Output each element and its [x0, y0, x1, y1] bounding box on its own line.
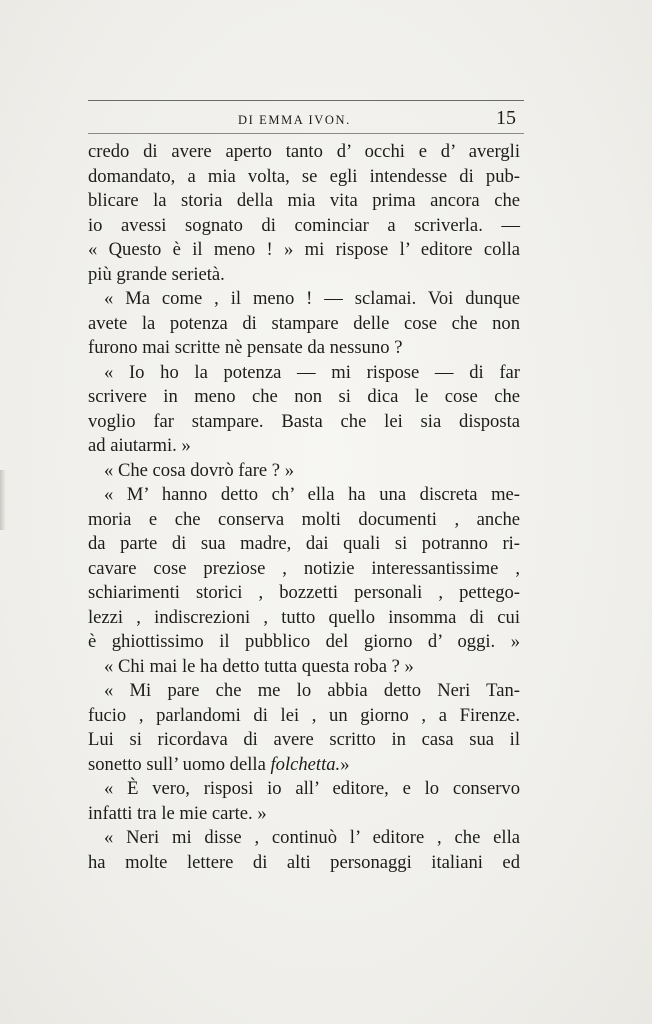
text-line: più grande serietà. [88, 263, 225, 285]
text-line: infatti tra le mie carte. » [88, 802, 267, 824]
text-line: io avessi sognato di cominciar a scriverla. — [88, 214, 520, 236]
italic-title: folchetta. [270, 753, 341, 775]
text-line: Lui si ricordava di avere scritto in casa sua il [88, 729, 520, 750]
page-edge-shadow [0, 470, 6, 530]
text-line: voglio far stampare. Basta che lei sia disposta [88, 410, 520, 432]
text-line: fucio , parlandomi di lei , un giorno , a Firenze. [88, 704, 520, 726]
text-line: credo di avere aperto tanto d’ occhi e d’ avergli [88, 141, 520, 162]
text-line: da parte di sua madre, dai quali si potranno ri- [88, 533, 520, 554]
text-line: avete la potenza di stampare delle cose che non [88, 312, 520, 334]
text-line: ad aiutarmi. » [88, 435, 191, 456]
text-line: moria e che conserva molti documenti , anche [88, 508, 520, 530]
text-segment: sonetto sull’ uomo della [88, 753, 271, 775]
page-header [88, 104, 524, 132]
text-line: schiarimenti storici , bozzetti personali , pettego- [88, 582, 520, 603]
text-line: è ghiottissimo il pubblico del giorno d’ oggi. » [88, 631, 520, 652]
text-line: cavare cose preziose , notizie interessantissime , [88, 557, 520, 579]
text-line: scrivere in meno che non si dica le cose che [88, 386, 520, 407]
header-rule-bottom [88, 133, 524, 134]
text-line: domandato, a mia volta, se egli intendesse di pub- [88, 165, 520, 187]
text-line: « Mi pare che me lo abbia detto Neri Tan- [104, 680, 520, 701]
running-head: DI EMMA IVON. [238, 113, 351, 127]
page-number: 15 [496, 107, 516, 129]
header-rule-top [88, 100, 524, 101]
body-text [88, 140, 520, 875]
text-line: « M’ hanno detto ch’ ella ha una discreta me- [104, 484, 520, 505]
text-line: « Neri mi disse , continuò l’ editore , che ella [104, 827, 520, 848]
text-line: furono mai scritte nè pensate da nessuno ? [88, 337, 403, 358]
text-line [88, 753, 520, 778]
text-line: « È vero, risposi io all’ editore, e lo conservo [104, 778, 520, 799]
text-line: « Che cosa dovrò fare ? » [104, 459, 294, 481]
text-line: blicare la storia della mia vita prima ancora che [88, 190, 520, 211]
text-segment: » [340, 753, 350, 775]
text-line: « Chi mai le ha detto tutta questa roba ? » [104, 655, 414, 677]
text-line: lezzi , indiscrezioni , tutto quello insomma di cui [88, 606, 520, 628]
text-line: « Ma come , il meno ! — sclamai. Voi dunque [104, 288, 520, 309]
text-line: « Questo è il meno ! » mi rispose l’ editore colla [88, 239, 520, 260]
text-line: ha molte lettere di alti personaggi italiani ed [88, 851, 520, 873]
text-line: « Io ho la potenza — mi rispose — di far [104, 361, 520, 383]
